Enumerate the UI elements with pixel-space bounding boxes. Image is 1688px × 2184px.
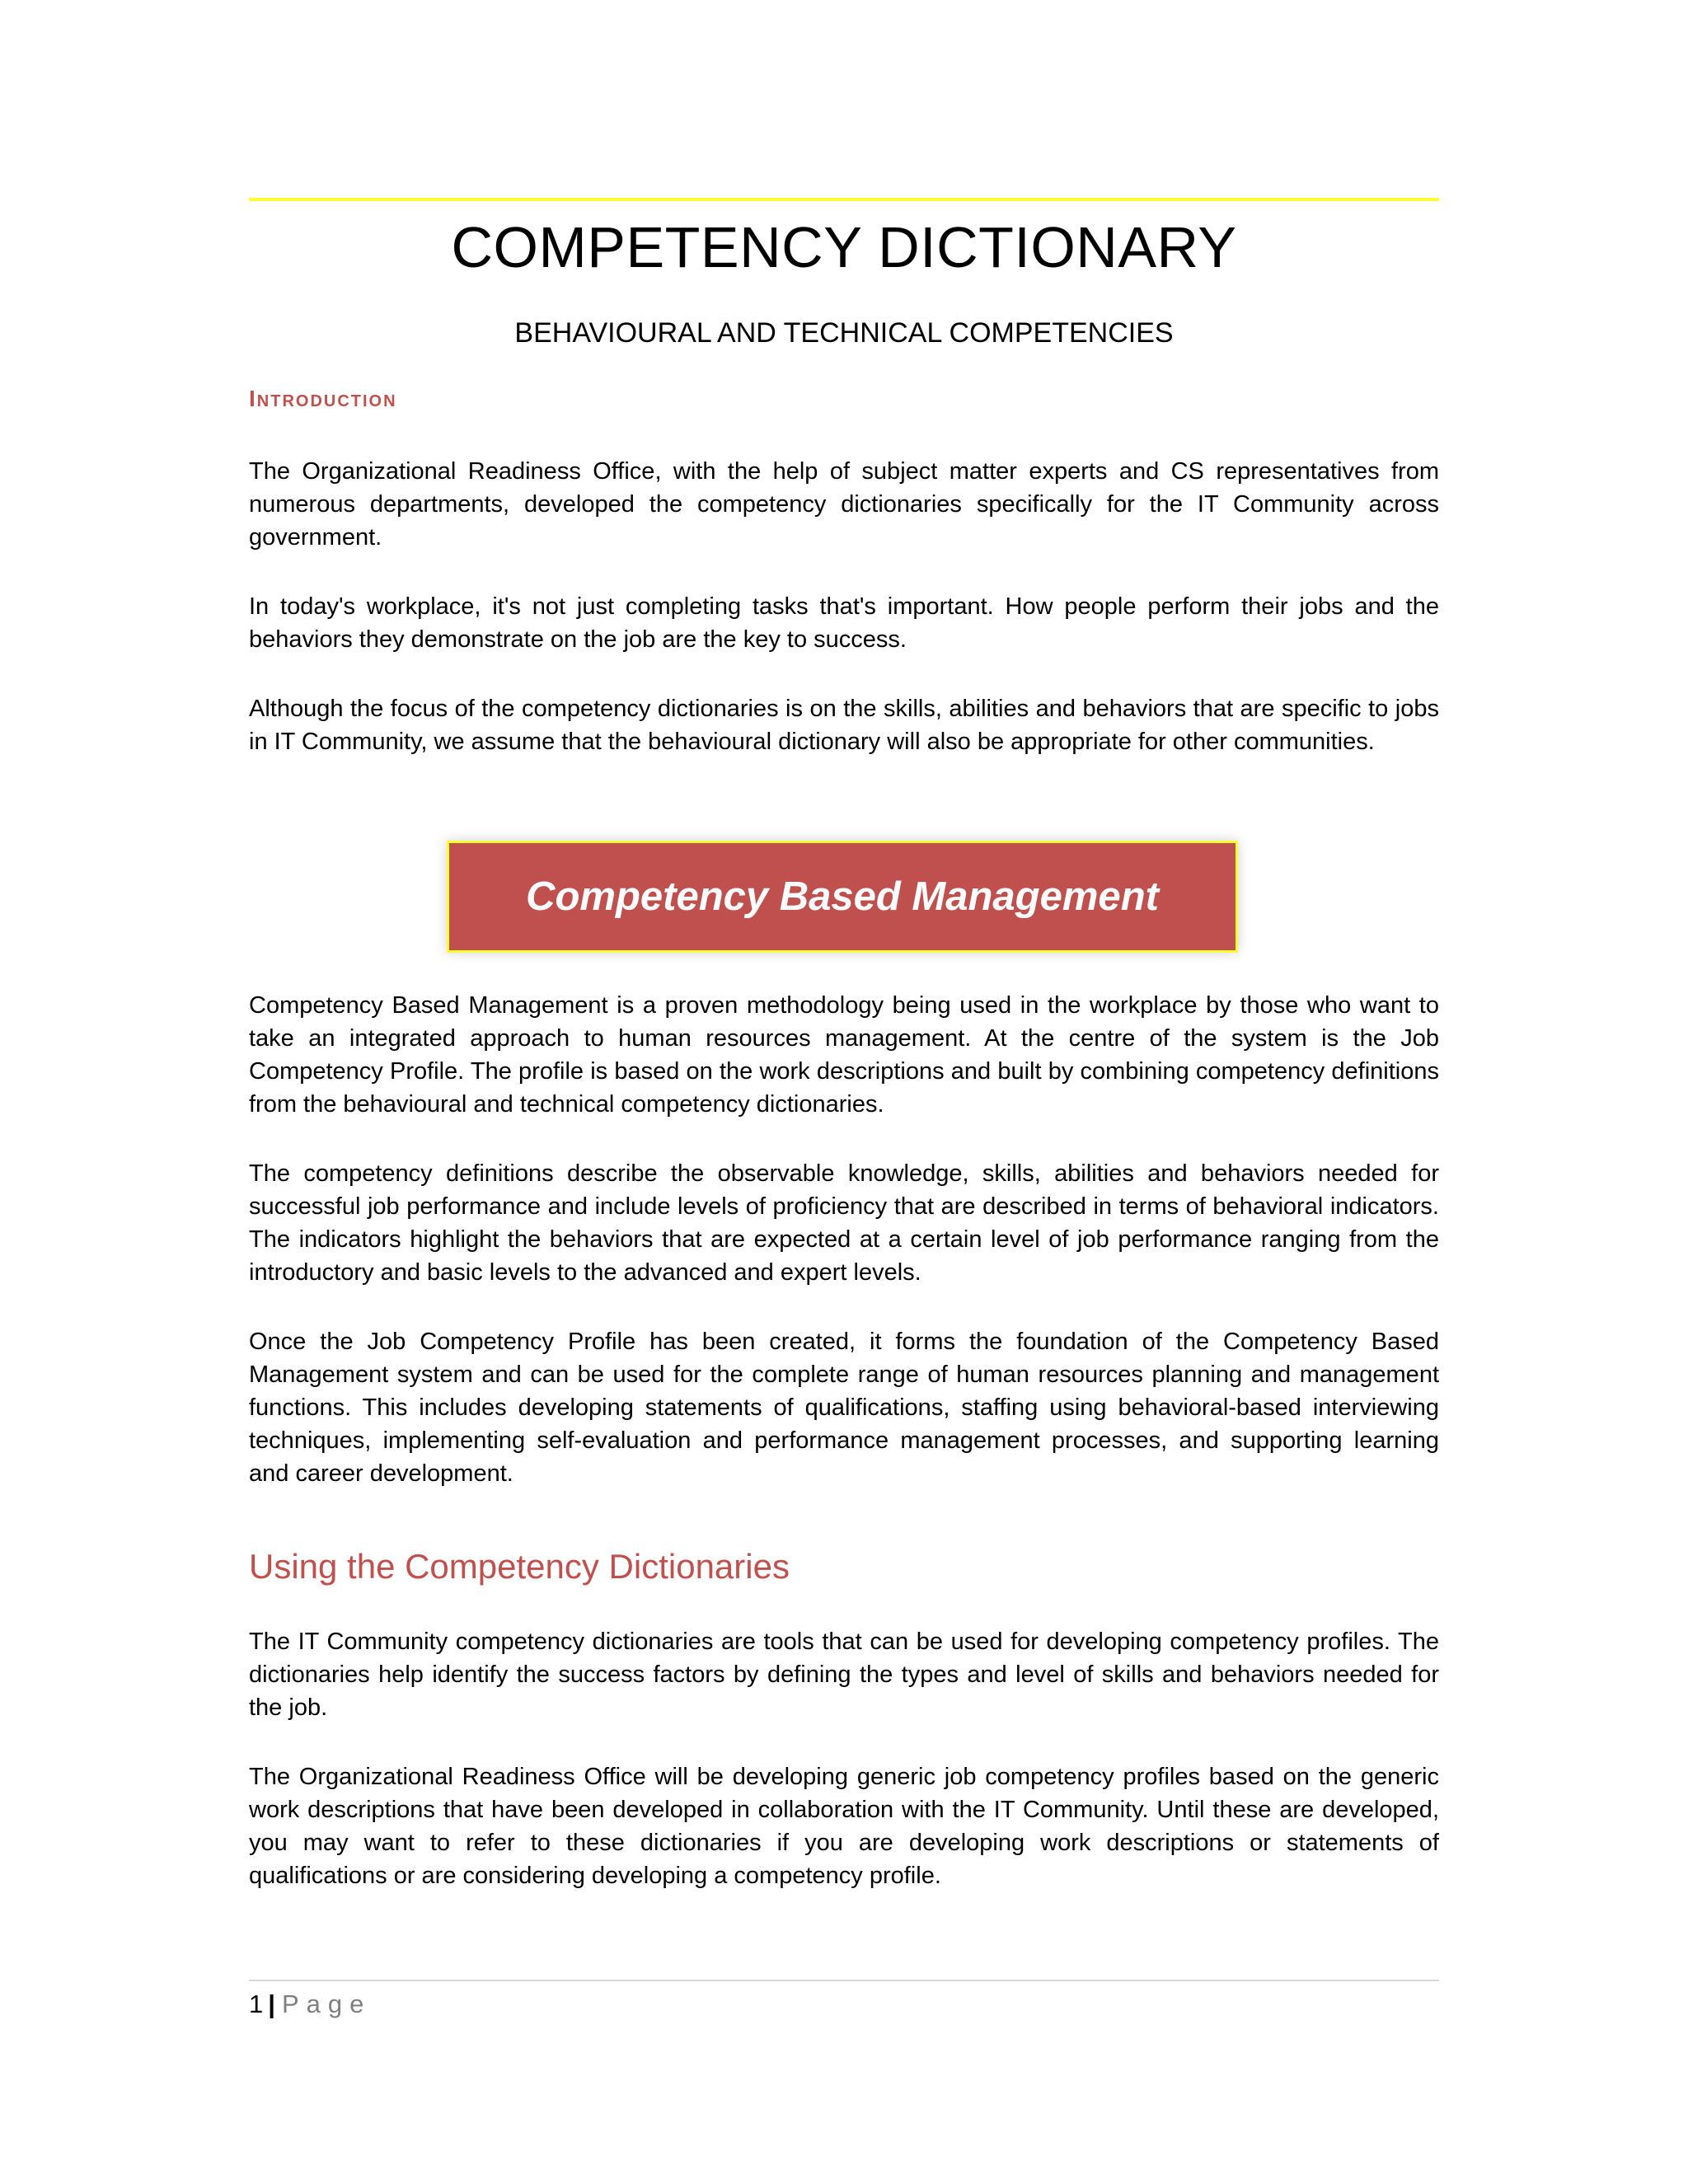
document-title: COMPETENCY DICTIONARY [451,215,1237,279]
intro-paragraph-3: Although the focus of the competency dictionaries is on the skills, abilities and behaviors that are specific to jobs in IT Community, we assume that the behavioural dictionary will also be appropriate for other communities. [249,696,1439,755]
intro-paragraph-2: In today's workplace, it's not just completing tasks that's important. How people perform their jobs and the behaviors they demonstrate on the job are the key to success. [249,593,1439,653]
page-footer [249,1988,371,2021]
top-yellow-rule [249,198,1439,201]
using-paragraph-1: The IT Community competency dictionaries are tools that can be used for developing competency profiles. The dictionaries help identify the success factors by defining the types and level of skills and behaviors needed for the job. [249,1629,1439,1721]
competency-banner-text: Competency Based Management [526,874,1159,919]
competency-banner [447,841,1238,953]
cbm-paragraph-1: Competency Based Management is a proven methodology being used in the workplace by those who want to take an integrated approach to human resources management. At the centre of the system is the Job Competency Profile. The profile is based on the work descriptions and built by combining competency definitions from the behavioural and technical competency dictionaries. [249,992,1439,1118]
introduction-heading: Introduction [249,386,397,411]
using-dictionaries-heading: Using the Competency Dictionaries [249,1547,790,1586]
intro-paragraph-1: The Organizational Readiness Office, with the help of subject matter experts and CS representatives from numerous departments, developed the competency dictionaries specifically for the IT Community across government. [249,458,1439,551]
page-number: 1 [249,1990,264,2018]
document-subtitle: BEHAVIOURAL AND TECHNICAL COMPETENCIES [514,317,1174,349]
using-paragraph-2: The Organizational Readiness Office will be developing generic job competency profiles based on the generic work descriptions that have been developed in collaboration with the IT Community. Until these are developed, you may want to refer to these dictionaries if you are developing work descriptions or statements of qualifications or are considering developing a competency profile. [249,1764,1439,1889]
cbm-paragraph-3: Once the Job Competency Profile has been created, it forms the foundation of the Competency Based Management system and can be used for the complete range of human resources planning and management functions. This includes developing statements of qualifications, staffing using behavioral-based interviewing techniques, implementing self-evaluation and performance management processes, and supporting learning and career development. [249,1329,1439,1487]
footer-rule [249,1980,1439,1981]
page-label: Page [281,1990,372,2018]
cbm-paragraph-2: The competency definitions describe the observable knowledge, skills, abilities and behaviors needed for successful job performance and include levels of proficiency that are described in terms of behavioral indicators. The indicators highlight the behaviors that are expected at a certain level of job performance ranging from the introductory and basic levels to the advanced and expert levels. [249,1160,1439,1286]
footer-separator: | [268,1990,275,2018]
